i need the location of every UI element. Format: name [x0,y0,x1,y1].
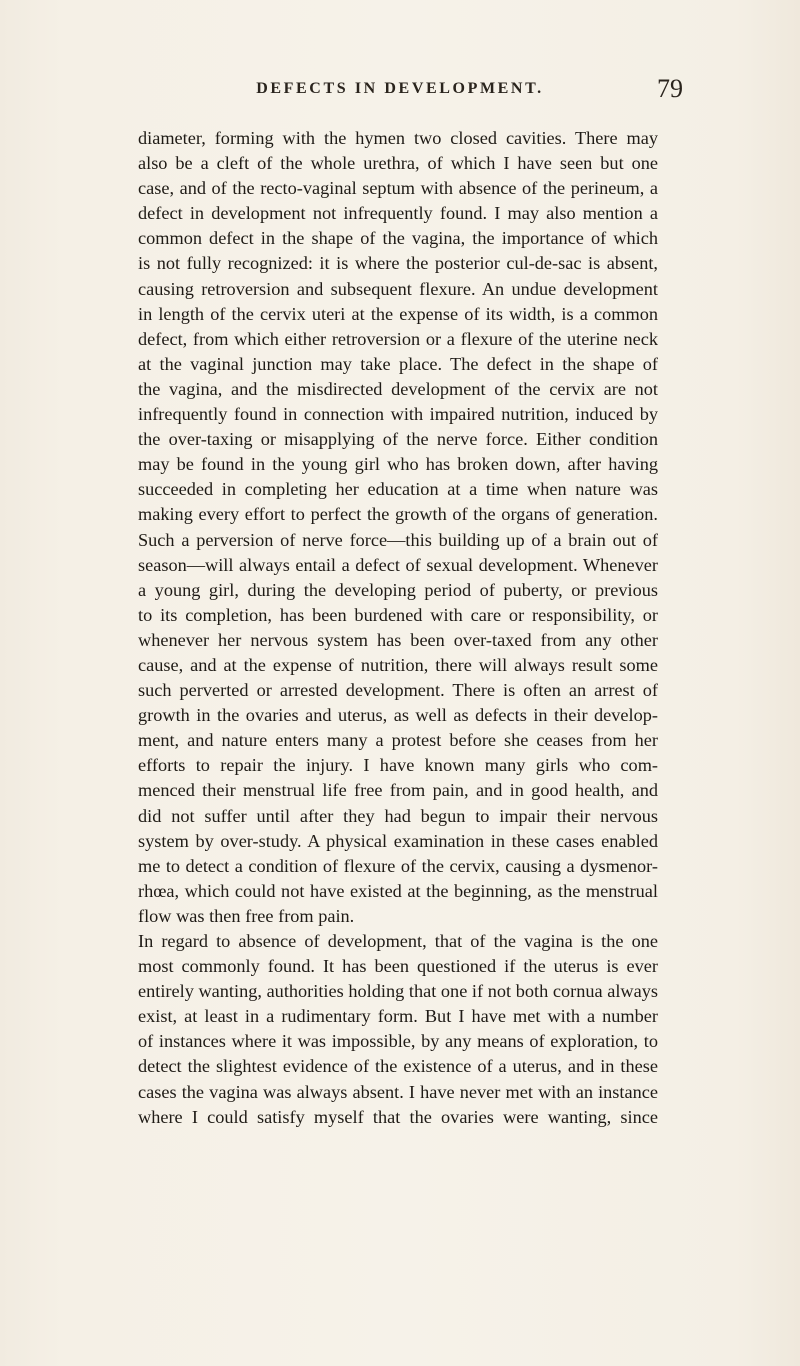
running-head: DEFECTS IN DEVELOPMENT. [256,80,544,97]
text-line: cause, and at the expense of nutrition, there will always result some [138,654,658,675]
text-line: diameter, forming with the hymen two closed cavities. There may [138,128,658,148]
page-number: 79 [657,74,683,103]
text-line: efforts to repair the injury. I have known many girls who com- [138,755,658,776]
text-line: a young girl, during the developing period of puberty, or previous [138,579,658,600]
text-line: exist, at least in a rudimentary form. But I have met with a number [138,1006,658,1027]
text-line: whenever her nervous system has been over-taxed from any other [138,629,658,650]
text-line: is not fully recognized: it is where the posterior cul-de-sac is absent, [138,253,658,274]
text-line: infrequently found in connection with impaired nutrition, induced by [138,404,658,425]
text-line: season—will always entail a defect of sexual development. Whenever [138,554,658,575]
text-line: detect the slightest evidence of the existence of a uterus, and in these [138,1056,658,1077]
text-line: of instances where it was impossible, by any means of exploration, to [138,1031,658,1052]
text-line: system by over-study. A physical examination in these cases enabled [138,830,658,851]
text-line: defect in development not infrequently found. I may also mention a [138,203,658,224]
text-line: also be a cleft of the whole urethra, of which I have seen but one [138,153,658,174]
text-line: the over-taxing or misapplying of the nerve force. Either condition [138,429,658,450]
text-line: entirely wanting, authorities holding that one if not both cornua always [138,981,658,1002]
text-line: ment, and nature enters many a protest before she ceases from her [138,730,658,751]
text-line: Such a perversion of nerve force—this building up of a brain out of [138,529,658,550]
text-line: making every effort to perfect the growth of the organs of generation. [138,504,658,525]
text-line: causing retroversion and subsequent flexure. An undue development [138,278,658,299]
text-line: where I could satisfy myself that the ovaries were wanting, since [138,1106,658,1127]
text-line: case, and of the recto-vaginal septum with absence of the perineum, a [138,178,658,199]
text-line: most commonly found. It has been questioned if the uterus is ever [138,956,658,977]
text-line: such perverted or arrested development. There is often an arrest of [138,680,658,701]
text-line: cases the vagina was always absent. I have never met with an instance [138,1081,658,1102]
text-line: succeeded in completing her education at a time when nature was [138,479,658,500]
text-line: in length of the cervix uteri at the expense of its width, is a common [138,303,658,324]
text-line: In regard to absence of development, that of the vagina is the one [138,931,658,951]
text-line: me to detect a condition of flexure of the cervix, causing a dysmenor- [138,855,658,876]
text-line: rhœa, which could not have existed at the beginning, as the menstrual [138,880,658,901]
text-line: the vagina, and the misdirected development of the cervix are not [138,378,658,399]
text-line: may be found in the young girl who has broken down, after having [138,454,658,475]
text-line: flow was then free from pain. [138,905,355,926]
text-line: common defect in the shape of the vagina, the importance of which [138,228,658,249]
body-text [138,126,658,1130]
text-line: menced their menstrual life free from pain, and in good health, and [138,780,658,801]
text-line: to its completion, has been burdened with care or responsibility, or [138,604,658,625]
text-line: growth in the ovaries and uterus, as well as defects in their develop- [138,705,658,726]
text-line: did not suffer until after they had begun to impair their nervous [138,805,658,826]
text-line: at the vaginal junction may take place. The defect in the shape of [138,353,658,374]
text-line: defect, from which either retroversion or a flexure of the uterine neck [138,328,658,349]
